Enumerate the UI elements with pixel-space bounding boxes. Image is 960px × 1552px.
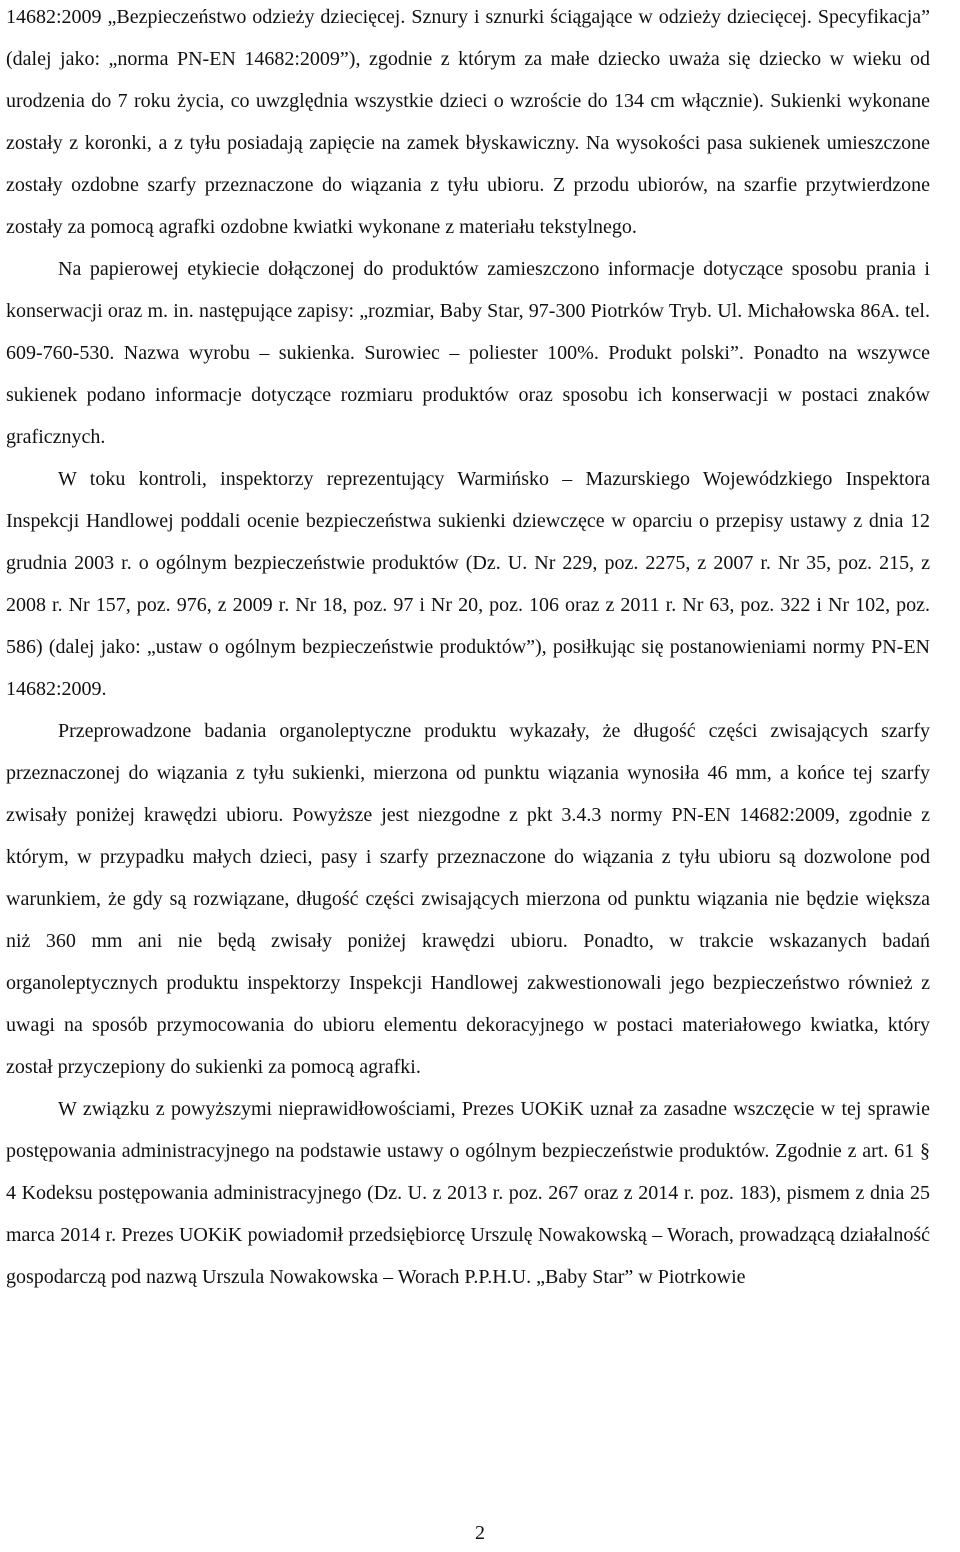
paragraph-5: W związku z powyższymi nieprawidłowościami, Prezes UOKiK uznał za zasadne wszczęcie w tej sprawie postępowania administracyjnego na podstawie ustawy o ogólnym bezpieczeństwie produktów. Zgodnie z art. 61 § 4 Kodeksu postępowania administracyjnego (Dz. U. z 2013 r. poz. 267 oraz z 2014 r. poz. 183), pismem z dnia 25 marca 2014 r. Prezes UOKiK powiadomił przedsiębiorcę Urszulę Nowakowską – Worach, prowadzącą działalność gospodarczą pod nazwą Urszula Nowakowska – Worach P.P.H.U. „Baby Star” w Piotrkowie (6, 1098, 930, 1288)
document-body (6, 0, 930, 1298)
page-number: 2 (475, 1522, 485, 1544)
paragraph-4: Przeprowadzone badania organoleptyczne produktu wykazały, że długość części zwisających szarfy przeznaczonej do wiązania z tyłu sukienki, mierzona od punktu wiązania wynosiła 46 mm, a końce tej szarfy zwisały poniżej krawędzi ubioru. Powyższe jest niezgodne z pkt 3.4.3 normy PN-EN 14682:2009, zgodnie z którym, w przypadku małych dzieci, pasy i szarfy przeznaczone do wiązania z tyłu ubioru są dozwolone pod warunkiem, że gdy są rozwiązane, długość części zwisających mierzona od punktu wiązania nie będzie większa niż 360 mm ani nie będą zwisały poniżej krawędzi ubioru. Ponadto, w trakcie wskazanych badań organoleptycznych produktu inspektorzy Inspekcji Handlowej zakwestionowali jego bezpieczeństwo również z uwagi na sposób przymocowania do ubioru elementu dekoracyjnego w postaci materiałowego kwiatka, który został przyczepiony do sukienki za pomocą agrafki. (6, 720, 930, 1078)
paragraph-3: W toku kontroli, inspektorzy reprezentujący Warmińsko – Mazurskiego Wojewódzkiego Inspektora Inspekcji Handlowej poddali ocenie bezpieczeństwa sukienki dziewczęce w oparciu o przepisy ustawy z dnia 12 grudnia 2003 r. o ogólnym bezpieczeństwie produktów (Dz. U. Nr 229, poz. 2275, z 2007 r. Nr 35, poz. 215, z 2008 r. Nr 157, poz. 976, z 2009 r. Nr 18, poz. 97 i Nr 20, poz. 106 oraz z 2011 r. Nr 63, poz. 322 i Nr 102, poz. 586) (dalej jako: „ustaw o ogólnym bezpieczeństwie produktów”), posiłkując się postanowieniami normy PN-EN 14682:2009. (6, 468, 930, 700)
paragraph-2: Na papierowej etykiecie dołączonej do produktów zamieszczono informacje dotyczące sposobu prania i konserwacji oraz m. in. następujące zapisy: „rozmiar, Baby Star, 97-300 Piotrków Tryb. Ul. Michałowska 86A. tel. 609-760-530. Nazwa wyrobu – sukienka. Surowiec – poliester 100%. Produkt polski”. Ponadto na wszywce sukienek podano informacje dotyczące rozmiaru produktów oraz sposobu ich konserwacji w postaci znaków graficznych. (6, 258, 930, 448)
paragraph-1: 14682:2009 „Bezpieczeństwo odzieży dziecięcej. Sznury i sznurki ściągające w odzieży dziecięcej. Specyfikacja” (dalej jako: „norma PN-EN 14682:2009”), zgodnie z którym za małe dziecko uważa się dziecko w wieku od urodzenia do 7 roku życia, co uwzględnia wszystkie dzieci o wzroście do 134 cm włącznie). Sukienki wykonane zostały z koronki, a z tyłu posiadają zapięcie na zamek błyskawiczny. Na wysokości pasa sukienek umieszczone zostały ozdobne szarfy przeznaczone do wiązania z tyłu ubioru. Z przodu ubiorów, na szarfie przytwierdzone zostały za pomocą agrafki ozdobne kwiatki wykonane z materiału tekstylnego. (6, 6, 930, 238)
